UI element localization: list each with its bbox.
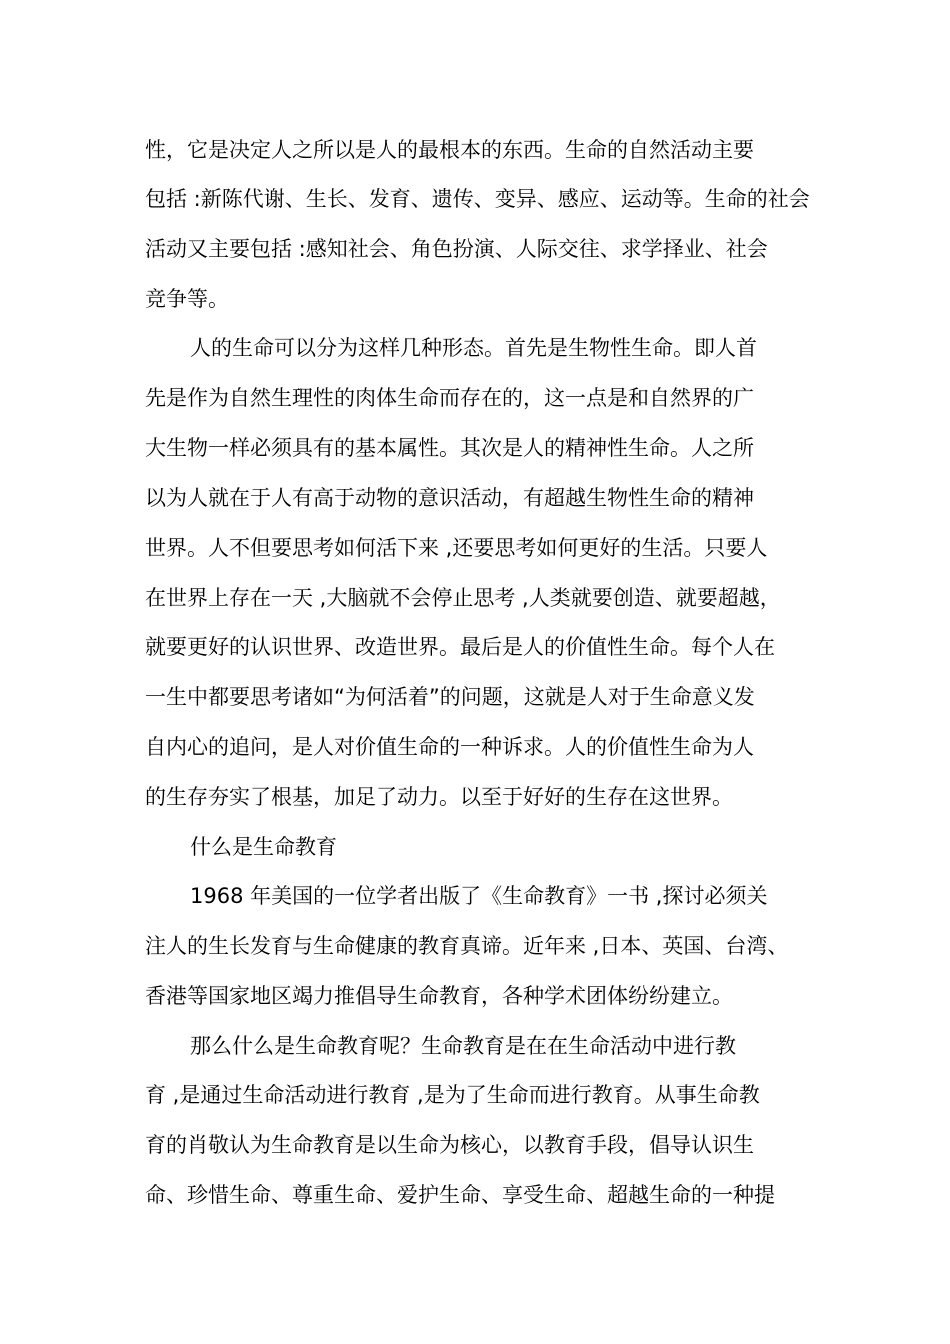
text-line: 命、珍惜生命、尊重生命、爱护生命、享受生命、超越生命的一种提 — [145, 1183, 775, 1207]
text-line: 在世界上存在一天 ,大脑就不会停止思考 ,人类就要创造、就要超越， — [145, 586, 781, 610]
section-heading: 什么是生命教育 — [190, 835, 337, 859]
text-line: 世界。人不但要思考如何活下来 ,还要思考如何更好的生活。只要人 — [145, 536, 768, 560]
text-line: 育 ,是通过生命活动进行教育 ,是为了生命而进行教育。从事生命教 — [145, 1083, 760, 1107]
text-line: 活动又主要包括 :感知社会、角色扮演、人际交往、求学择业、社会 — [145, 237, 768, 261]
text-line: 注人的生长发育与生命健康的教育真谛。近年来 ,日本、英国、台湾、 — [145, 934, 789, 958]
text-line: 一生中都要思考诸如“为何活着”的问题，这就是人对于生命意义发 — [145, 685, 755, 709]
text-line: 就要更好的认识世界、改造世界。最后是人的价值性生命。每个人在 — [145, 635, 775, 659]
text-line: 大生物一样必须具有的基本属性。其次是人的精神性生命。人之所 — [145, 436, 754, 460]
text-line: 的生存夯实了根基，加足了动力。以至于好好的生存在这世界。 — [145, 785, 733, 809]
text-line: 人的生命可以分为这样几种形态。首先是生物性生命。即人首 — [190, 336, 757, 360]
text-line: 包括 :新陈代谢、生长、发育、遗传、变异、感应、运动等。生命的社会 — [145, 187, 810, 211]
text-line: 1968 年美国的一位学者出版了《生命教育》一书 ,探讨必须关 — [190, 884, 768, 908]
text-line: 性，它是决定人之所以是人的最根本的东西。生命的自然活动主要 — [145, 138, 754, 162]
text-line: 自内心的追问，是人对价值生命的一种诉求。人的价值性生命为人 — [145, 735, 754, 759]
text-line: 那么什么是生命教育呢？生命教育是在在生命活动中进行教 — [190, 1034, 736, 1058]
text-line: 先是作为自然生理性的肉体生命而存在的，这一点是和自然界的广 — [145, 386, 754, 410]
text-line: 竞争等。 — [145, 287, 229, 311]
text-line: 香港等国家地区竭力推倡导生命教育，各种学术团体纷纷建立。 — [145, 984, 733, 1008]
text-line: 育的肖敬认为生命教育是以生命为核心，以教育手段，倡导认识生 — [145, 1133, 754, 1157]
text-line: 以为人就在于人有高于动物的意识活动，有超越生物性生命的精神 — [145, 486, 754, 510]
